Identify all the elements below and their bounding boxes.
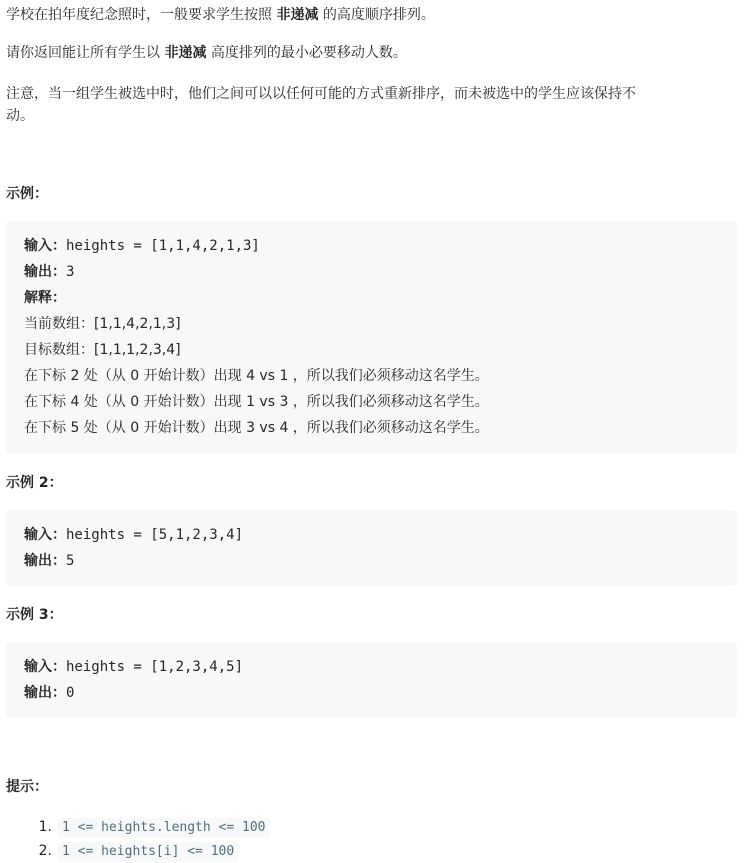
tip-item [0,815,270,839]
output-label: 输出： [24,264,66,280]
example-3-output-line [24,680,719,706]
example-2-box [6,510,737,586]
p2-bold-term: 非递减 [164,45,207,61]
example-2-input-line [24,522,719,548]
explain-line: 在下标 4 处（从 0 开始计数）出现 1 vs 3 ，所以我们必须移动这名学生。 [24,394,489,410]
explain-line: 在下标 5 处（从 0 开始计数）出现 3 vs 4 ，所以我们必须移动这名学生。 [24,420,489,436]
example-3-input-line [24,654,719,680]
description-paragraph-2 [6,42,739,64]
tip-number: 1. [38,819,52,835]
p1-bold-term: 非递减 [276,7,319,23]
input-value: heights = [1,1,4,2,1,3] [66,238,260,254]
example-3-heading: 示例 3： [6,607,63,623]
description-note-paragraph [6,83,739,127]
example-1-box [6,221,737,454]
note-line-2: 动。 [6,108,34,124]
p1-text-before: 学校在拍年度纪念照时，一般要求学生按照 [6,7,277,23]
example-2-output-line [24,548,719,574]
note-line-1: 注意，当一组学生被选中时，他们之间可以以任何可能的方式重新排序，而未被选中的学生应该保持不 [6,86,636,102]
p1-text-after: 的高度顺序排列。 [318,7,435,23]
explain-line: 目标数组：[1,1,1,2,3,4] [24,342,181,358]
example-2-heading: 示例 2： [6,475,63,491]
output-value: 5 [66,553,75,569]
example-1-heading: 示例： [6,186,48,202]
example-1-output-line [24,259,719,285]
explain-line: 在下标 2 处（从 0 开始计数）出现 4 vs 1 ，所以我们必须移动这名学生。 [24,368,489,384]
tips-list [0,815,270,863]
tip-number: 2. [38,843,52,859]
input-label: 输入： [24,238,66,254]
example-3-box [6,642,737,718]
input-label: 输入： [24,659,66,675]
p2-text-after: 高度排列的最小必要移动人数。 [206,45,407,61]
description-paragraph-1 [6,4,739,26]
tip-item [0,839,270,863]
explain-line: 当前数组：[1,1,4,2,1,3] [24,316,181,332]
tip-constraint-code: 1 <= heights.length <= 100 [58,818,270,838]
explain-label: 解释： [24,290,66,306]
output-label: 输出： [24,553,66,569]
example-1-explain-label-line [24,285,719,311]
output-label: 输出： [24,685,66,701]
p2-text-before: 请你返回能让所有学生以 [6,45,165,61]
tip-constraint-code: 1 <= heights[i] <= 100 [58,842,238,862]
tips-heading: 提示： [6,779,48,795]
output-value: 0 [66,685,75,701]
input-label: 输入： [24,527,66,543]
output-value: 3 [66,264,75,280]
example-1-input-line [24,233,719,259]
input-value: heights = [1,2,3,4,5] [66,659,244,675]
input-value: heights = [5,1,2,3,4] [66,527,244,543]
